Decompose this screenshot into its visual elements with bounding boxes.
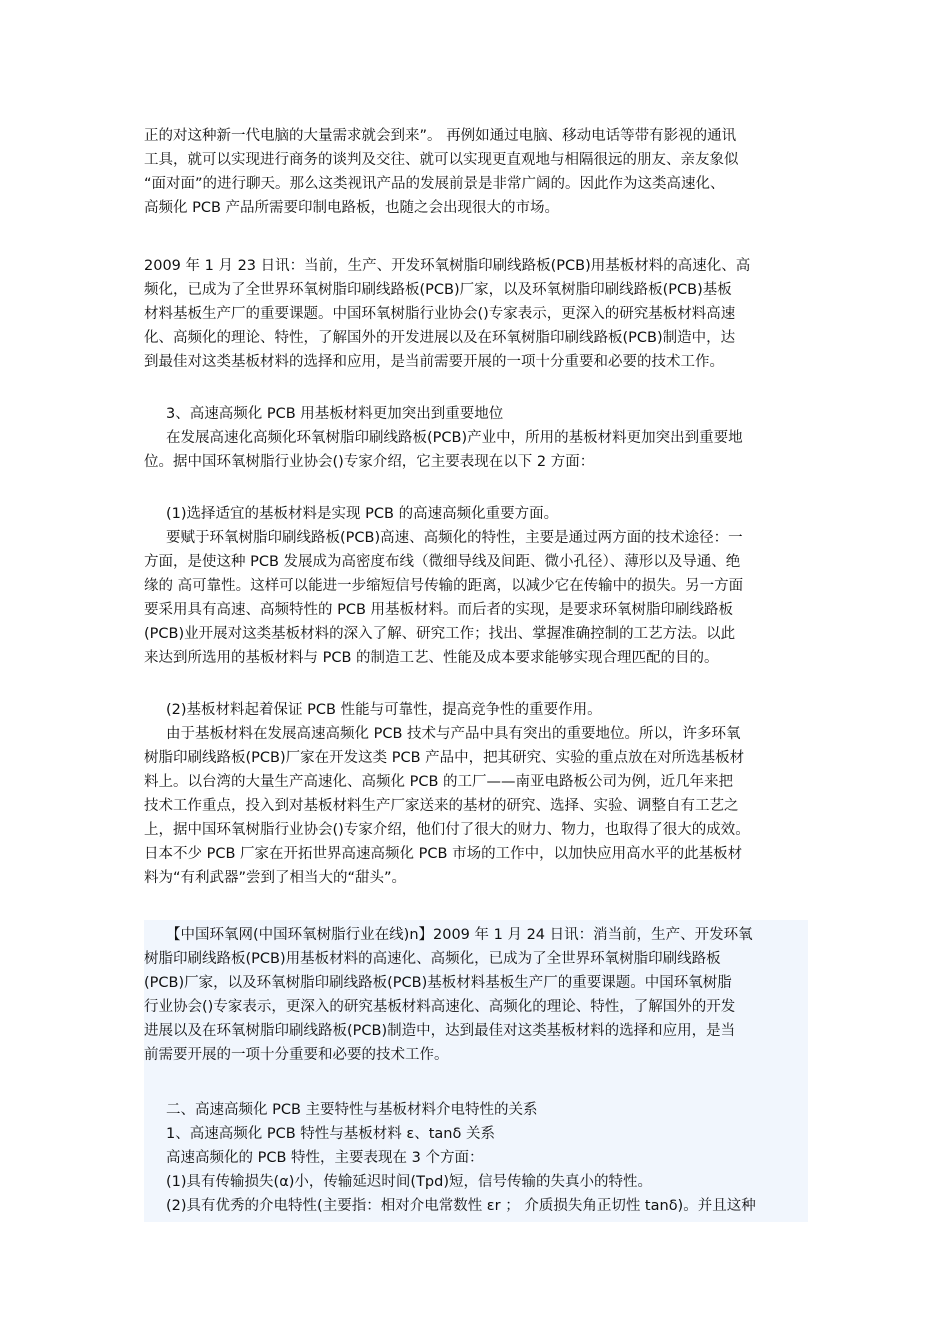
text-line: “面对面”的进行聊天。那么这类视讯产品的发展前景是非常广阔的。因此作为这类高速化、	[144, 176, 725, 192]
text-line: (1)具有传输损失(α)小，传输延迟时间(Tpd)短，信号传输的失真小的特性。	[166, 1174, 652, 1190]
text-line: (1)选择适宜的基板材料是实现 PCB 的高速高频化重要方面。	[166, 506, 559, 522]
text-line: 料上。以台湾的大量生产高速化、高频化 PCB 的工厂——南亚电路板公司为例，近几年来把	[144, 774, 734, 790]
text-line: 高频化 PCB 产品所需要印制电路板，也随之会出现很大的市场。	[144, 200, 560, 216]
text-line: 由于基板材料在发展高速高频化 PCB 技术与产品中具有突出的重要地位。所以，许多环氧	[166, 726, 741, 742]
text-line: 来达到所选用的基板材料与 PCB 的制造工艺、性能及成本要求能够实现合理匹配的目的。	[144, 650, 719, 666]
text-line: 方面，是使这种 PCB 发展成为高密度布线（微细导线及间距、微小孔径）、薄形以及导通、绝	[144, 554, 741, 570]
text-line: (PCB)业开展对这类基板材料的深入了解、研究工作；找出、掌握准确控制的工艺方法。以此	[144, 626, 736, 642]
text-line: 树脂印刷线路板(PCB)厂家在开发这类 PCB 产品中，把其研究、实验的重点放在对所选基板材	[144, 750, 745, 766]
text-line: 进展以及在环氧树脂印刷线路板(PCB)制造中，达到最佳对这类基板材料的选择和应用，是当	[144, 1023, 736, 1039]
text-line: 要赋于环氧树脂印刷线路板(PCB)高速、高频化的特性，主要是通过两方面的技术途径：一	[166, 530, 743, 546]
text-line: 2009 年 1 月 23 日讯：当前，生产、开发环氧树脂印刷线路板(PCB)用基板材料的高速化、高	[144, 258, 751, 274]
text-line: 二、高速高频化 PCB 主要特性与基板材料介电特性的关系	[166, 1102, 538, 1118]
text-line: 【中国环氧网(中国环氧树脂行业在线)n】2009 年 1 月 24 日讯：消当前，生产、开发环氧	[166, 927, 753, 943]
text-line: 1、高速高频化 PCB 特性与基板材料 ε、tanδ 关系	[166, 1126, 495, 1142]
text-line: 3、高速高频化 PCB 用基板材料更加突出到重要地位	[166, 406, 504, 422]
text-line: 树脂印刷线路板(PCB)用基板材料的高速化、高频化，已成为了全世界环氧树脂印刷线路板	[144, 951, 721, 967]
text-line: 技术工作重点，投入到对基板材料生产厂家送来的基材的研究、选择、实验、调整自有工艺之	[144, 798, 739, 814]
text-line: 行业协会()专家表示，更深入的研究基板材料高速化、高频化的理论、特性，了解国外的开发	[144, 999, 736, 1015]
text-line: (2)具有优秀的介电特性(主要指：相对介电常数性 εr ； 介质损失角正切性 tanδ)。并且这种	[166, 1198, 756, 1214]
text-line: 要采用具有高速、高频特性的 PCB 用基板材料。而后者的实现，是要求环氧树脂印刷线路板	[144, 602, 734, 618]
text-line: 化、高频化的理论、特性，了解国外的开发进展以及在环氧树脂印刷线路板(PCB)制造中，达	[144, 330, 736, 346]
text-line: 上，据中国环氧树脂行业协会()专家介绍，他们付了很大的财力、物力，也取得了很大的成效。	[144, 822, 750, 838]
text-line: 材料基板生产厂的重要课题。中国环氧树脂行业协会()专家表示，更深入的研究基板材料高速	[144, 306, 736, 322]
text-line: 日本不少 PCB 厂家在开拓世界高速高频化 PCB 市场的工作中，以加快应用高水平的此基板材	[144, 846, 743, 862]
text-line: (PCB)厂家，以及环氧树脂印刷线路板(PCB)基板材料基板生产厂的重要课题。中国环氧树脂	[144, 975, 732, 991]
text-line: 位。据中国环氧树脂行业协会()专家介绍，它主要表现在以下 2 方面：	[144, 454, 595, 470]
text-line: 料为“有利武器”尝到了相当大的“甜头”。	[144, 870, 407, 886]
text-line: 频化，已成为了全世界环氧树脂印刷线路板(PCB)厂家，以及环氧树脂印刷线路板(PCB)基板	[144, 282, 732, 298]
text-line: (2)基板材料起着保证 PCB 性能与可靠性，提高竞争性的重要作用。	[166, 702, 602, 718]
text-line: 前需要开展的一项十分重要和必要的技术工作。	[144, 1047, 449, 1063]
text-line: 工具，就可以实现进行商务的谈判及交往、就可以实现更直观地与相隔很远的朋友、亲友象似	[144, 152, 739, 168]
text-line: 缘的 高可靠性。这样可以能进一步缩短信号传输的距离，以减少它在传输中的损失。另一方面	[144, 578, 744, 594]
text-line: 在发展高速化高频化环氧树脂印刷线路板(PCB)产业中，所用的基板材料更加突出到重要地	[166, 430, 743, 446]
text-line: 正的对这种新一代电脑的大量需求就会到来”。 再例如通过电脑、移动电话等带有影视的通讯	[144, 128, 737, 144]
text-line: 高速高频化的 PCB 特性，主要表现在 3 个方面：	[166, 1150, 484, 1166]
text-line: 到最佳对这类基板材料的选择和应用，是当前需要开展的一项十分重要和必要的技术工作。	[144, 354, 724, 370]
